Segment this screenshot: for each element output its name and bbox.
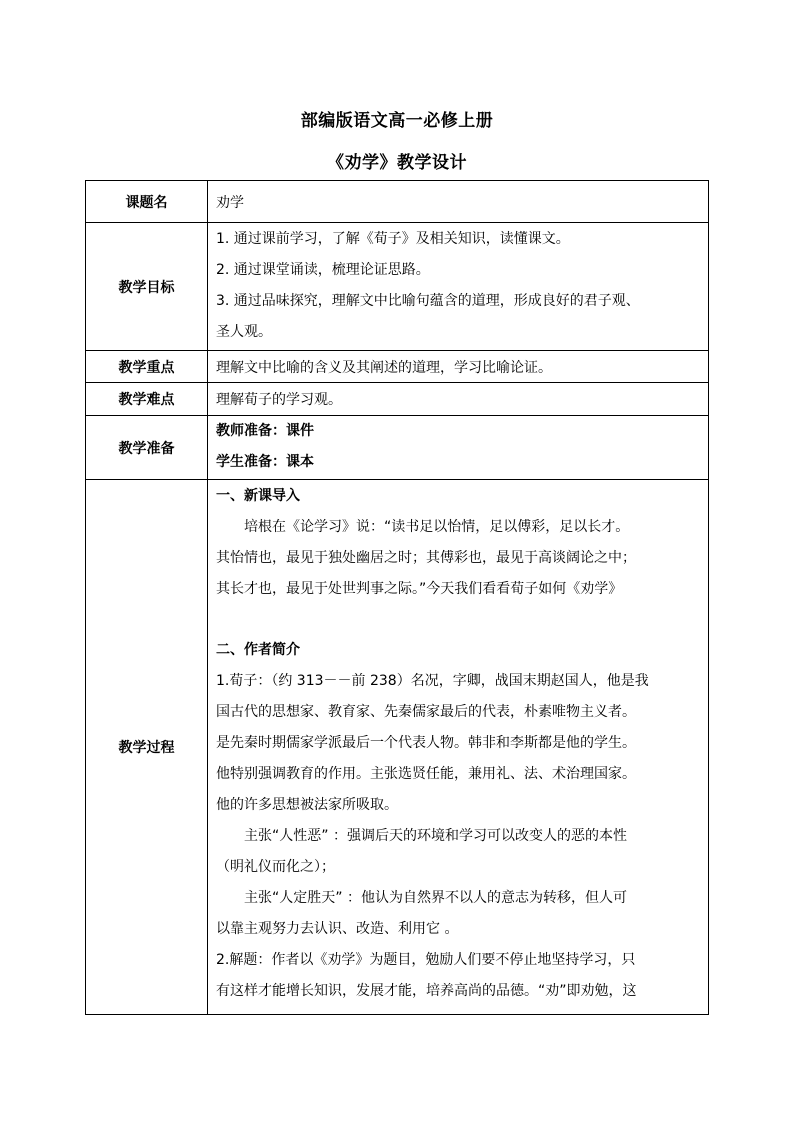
spacer <box>216 605 702 621</box>
topic-value-cell <box>208 181 709 223</box>
document-subtitle: 《劝学》教学设计 <box>327 153 467 173</box>
author-paragraph-line: 他特别强调教育的作用。主张选贤任能，兼用礼、法、术治理国家。 <box>216 766 636 782</box>
process-cell <box>208 480 709 1015</box>
xing-e-line: （明礼仪而化之）； <box>216 859 335 875</box>
author-paragraph-line: 1.荀子：（约 313－－前 238）名况，字卿，战国末期赵国人，他是我 <box>216 673 649 689</box>
ren-ding-line: 主张“人定胜天” ：他认为自然界不以人的意志为转移，但人可 <box>244 890 627 906</box>
objective-item: 2. 通过课堂诵读，梳理论证思路。 <box>216 262 430 278</box>
intro-paragraph-line: 其怡情也，最见于独处幽居之时；其傅彩也，最见于高谈阔论之中； <box>216 550 636 566</box>
objective-item: 圣人观。 <box>216 324 272 340</box>
ren-ding-line: 以靠主观努力去认识、改造、利用它 。 <box>216 921 459 937</box>
table-row-topic <box>86 181 709 223</box>
title-explanation-line: 2.解题：作者以《劝学》为题目，勉励人们要不停止地坚持学习，只 <box>216 952 636 968</box>
difficulties-value: 理解荀子的学习观。 <box>216 392 342 408</box>
topic-label: 课题名 <box>86 181 208 223</box>
key-points-value: 理解文中比喻的含义及其阐述的道理，学习比喻论证。 <box>216 359 552 376</box>
author-paragraph-line: 国古代的思想家、教育家、先秦儒家最后的代表，朴素唯物主义者。 <box>216 704 636 720</box>
lesson-plan-table <box>85 180 709 1015</box>
table-row-objectives <box>86 223 709 351</box>
difficulties-cell <box>208 383 709 416</box>
table-row-process <box>86 480 709 1015</box>
topic-value: 劝学 <box>216 194 244 211</box>
key-points-label: 教学重点 <box>86 351 208 383</box>
section-heading-author: 二、作者简介 <box>216 642 300 658</box>
document-title: 部编版语文高一必修上册 <box>300 111 494 131</box>
teacher-preparation: 教师准备：课件 <box>216 423 314 439</box>
intro-paragraph-line: 培根在《论学习》说：“读书足以怡情，足以傅彩，足以长才。 <box>244 519 630 535</box>
preparation-label: 教学准备 <box>86 416 208 480</box>
process-label: 教学过程 <box>86 480 208 1015</box>
table-row-key-points <box>86 351 709 383</box>
table-row-difficulties <box>86 383 709 416</box>
difficulties-label: 教学难点 <box>86 383 208 416</box>
objectives-cell <box>208 223 709 351</box>
objective-item: 1. 通过课前学习，了解《荀子》及相关知识，读懂课文。 <box>216 231 570 247</box>
xing-e-line: 主张“人性恶” ：强调后天的环境和学习可以改变人的恶的本性 <box>244 828 627 844</box>
preparation-cell <box>208 416 709 480</box>
objectives-label: 教学目标 <box>86 223 208 351</box>
section-heading-intro: 一、新课导入 <box>216 488 300 504</box>
intro-paragraph-line: 其长才也，最见于处世判事之际。”今天我们看看荀子如何《劝学》 <box>216 581 623 597</box>
key-points-cell <box>208 351 709 383</box>
objective-item: 3. 通过品味探究，理解文中比喻句蕴含的道理，形成良好的君子观、 <box>216 293 640 309</box>
title-explanation-line: 有这样才能增长知识，发展才能，培养高尚的品德。“劝”即劝勉，这 <box>216 983 637 999</box>
author-paragraph-line: 他的许多思想被法家所吸取。 <box>216 797 398 813</box>
student-preparation: 学生准备：课本 <box>216 454 314 470</box>
author-paragraph-line: 是先秦时期儒家学派最后一个代表人物。韩非和李斯都是他的学生。 <box>216 735 636 751</box>
table-row-preparation <box>86 416 709 480</box>
